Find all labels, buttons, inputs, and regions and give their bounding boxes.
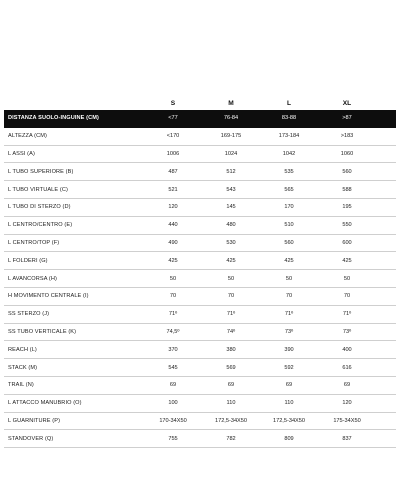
row-value-xl: >87 [342,115,352,122]
row-value-xl: 600 [342,239,352,246]
row-value-s: 70 [169,293,177,300]
row-value-l: 70 [285,293,293,300]
table-row [4,288,396,306]
table-body [4,110,396,448]
row-value-s: 755 [168,435,178,442]
geometry-table [4,96,396,448]
row-value-m: 70 [227,293,235,300]
row-label: L GUARNITURE (P) [8,417,61,424]
row-value-m: 172,5-34X50 [214,417,248,424]
row-label: TRAIL (N) [8,382,34,389]
row-value-l: 592 [284,364,294,371]
row-value-m: 380 [226,346,236,353]
size-header-m: M [228,99,234,107]
row-value-l: 170 [284,204,294,211]
table-row [4,252,396,270]
row-value-xl: 550 [342,222,352,229]
row-value-xl: 560 [342,168,352,175]
table-row [4,163,396,181]
table-row [4,128,396,146]
row-value-xl: 175-34X50 [333,417,361,424]
row-value-xl: 50 [343,275,351,282]
row-value-m: 530 [226,239,236,246]
row-value-l: 71º [284,311,294,318]
row-label: SS STERZO (J) [8,311,50,318]
table-row [4,270,396,288]
table-row [4,377,396,395]
row-label: L CENTRO/TOP (F) [8,239,60,246]
table-row [4,181,396,199]
row-value-l: 535 [284,168,294,175]
table-row [4,217,396,235]
table-row [4,413,396,431]
row-value-xl: 69 [343,382,351,389]
row-value-xl: 616 [342,364,352,371]
row-label: ALTEZZA (CM) [8,133,48,140]
row-value-xl: 837 [342,435,352,442]
table-row [4,306,396,324]
row-value-s: 100 [168,400,178,407]
row-value-s: 440 [168,222,178,229]
row-value-s: 487 [168,168,178,175]
row-value-l: 73º [284,328,294,335]
row-value-m: 145 [226,204,236,211]
row-value-m: 480 [226,222,236,229]
size-header-xl: XL [342,99,352,107]
row-label: L AVANCORSA (H) [8,275,57,282]
row-value-xl: 195 [342,204,352,211]
row-label: DISTANZA SUOLO-INGUINE (CM) [8,115,99,122]
row-value-l: 173-184 [278,133,300,140]
row-value-l: 425 [284,257,294,264]
row-value-l: 69 [285,382,293,389]
row-label: L CENTRO/CENTRO (E) [8,222,73,229]
table-row [4,341,396,359]
table-row [4,235,396,253]
row-value-xl: 1060 [340,150,354,157]
row-label: L TUBO SUPERIORE (B) [8,168,74,175]
row-value-s: 170-34X50 [159,417,187,424]
row-label: H MOVIMENTO CENTRALE (I) [8,293,89,300]
row-value-s: 425 [168,257,178,264]
row-label: L FOLDERI (G) [8,257,48,264]
size-header-row [4,96,396,110]
row-value-xl: 120 [342,400,352,407]
row-value-m: 71º [226,311,236,318]
row-value-m: 782 [226,435,236,442]
row-value-l: 110 [284,400,294,407]
row-value-m: 569 [226,364,236,371]
row-value-m: 1024 [224,150,238,157]
row-label: SS TUBO VERTICALE (K) [8,328,77,335]
row-value-xl: 588 [342,186,352,193]
row-value-l: 560 [284,239,294,246]
row-value-xl: 425 [342,257,352,264]
table-row [4,324,396,342]
table-row [4,199,396,217]
row-label: L TUBO VIRTUALE (C) [8,186,68,193]
row-label: L TUBO DI STERZO (D) [8,204,71,211]
row-label: L ASSI (A) [8,150,35,157]
table-row [4,430,396,448]
row-value-xl: 73º [342,328,352,335]
row-value-m: 543 [226,186,236,193]
row-value-s: 1006 [166,150,180,157]
row-value-m: 50 [227,275,235,282]
row-value-s: 120 [168,204,178,211]
row-value-m: 69 [227,382,235,389]
table-row [4,359,396,377]
row-value-m: 425 [226,257,236,264]
row-value-l: 809 [284,435,294,442]
row-value-xl: >183 [340,133,354,140]
table-row [4,146,396,164]
row-value-s: <77 [168,115,178,122]
size-header-l: L [286,99,292,107]
row-value-m: 169-175 [220,133,242,140]
row-value-l: 390 [284,346,294,353]
row-label: REACH (L) [8,346,37,353]
row-value-s: 521 [168,186,178,193]
row-value-m: 76-84 [223,115,239,122]
size-header-s: S [170,99,176,107]
row-value-xl: 71º [342,311,352,318]
row-value-m: 110 [226,400,236,407]
row-value-s: <170 [166,133,180,140]
row-value-s: 490 [168,239,178,246]
row-value-l: 565 [284,186,294,193]
row-value-l: 83-88 [281,115,297,122]
row-value-s: 69 [169,382,177,389]
row-value-s: 545 [168,364,178,371]
row-value-s: 50 [169,275,177,282]
row-label: STANDOVER (Q) [8,435,54,442]
row-value-s: 71º [168,311,178,318]
table-row-highlight [4,110,396,128]
row-label: L ATTACCO MANUBRIO (O) [8,400,82,407]
row-value-m: 512 [226,168,236,175]
row-value-xl: 70 [343,293,351,300]
row-value-s: 74,5º [166,328,180,335]
row-value-xl: 400 [342,346,352,353]
row-value-l: 510 [284,222,294,229]
row-value-m: 74º [226,328,236,335]
row-label: STACK (M) [8,364,38,371]
row-value-s: 370 [168,346,178,353]
row-value-l: 50 [285,275,293,282]
table-row [4,395,396,413]
row-value-l: 172,5-34X50 [272,417,306,424]
row-value-l: 1042 [282,150,296,157]
